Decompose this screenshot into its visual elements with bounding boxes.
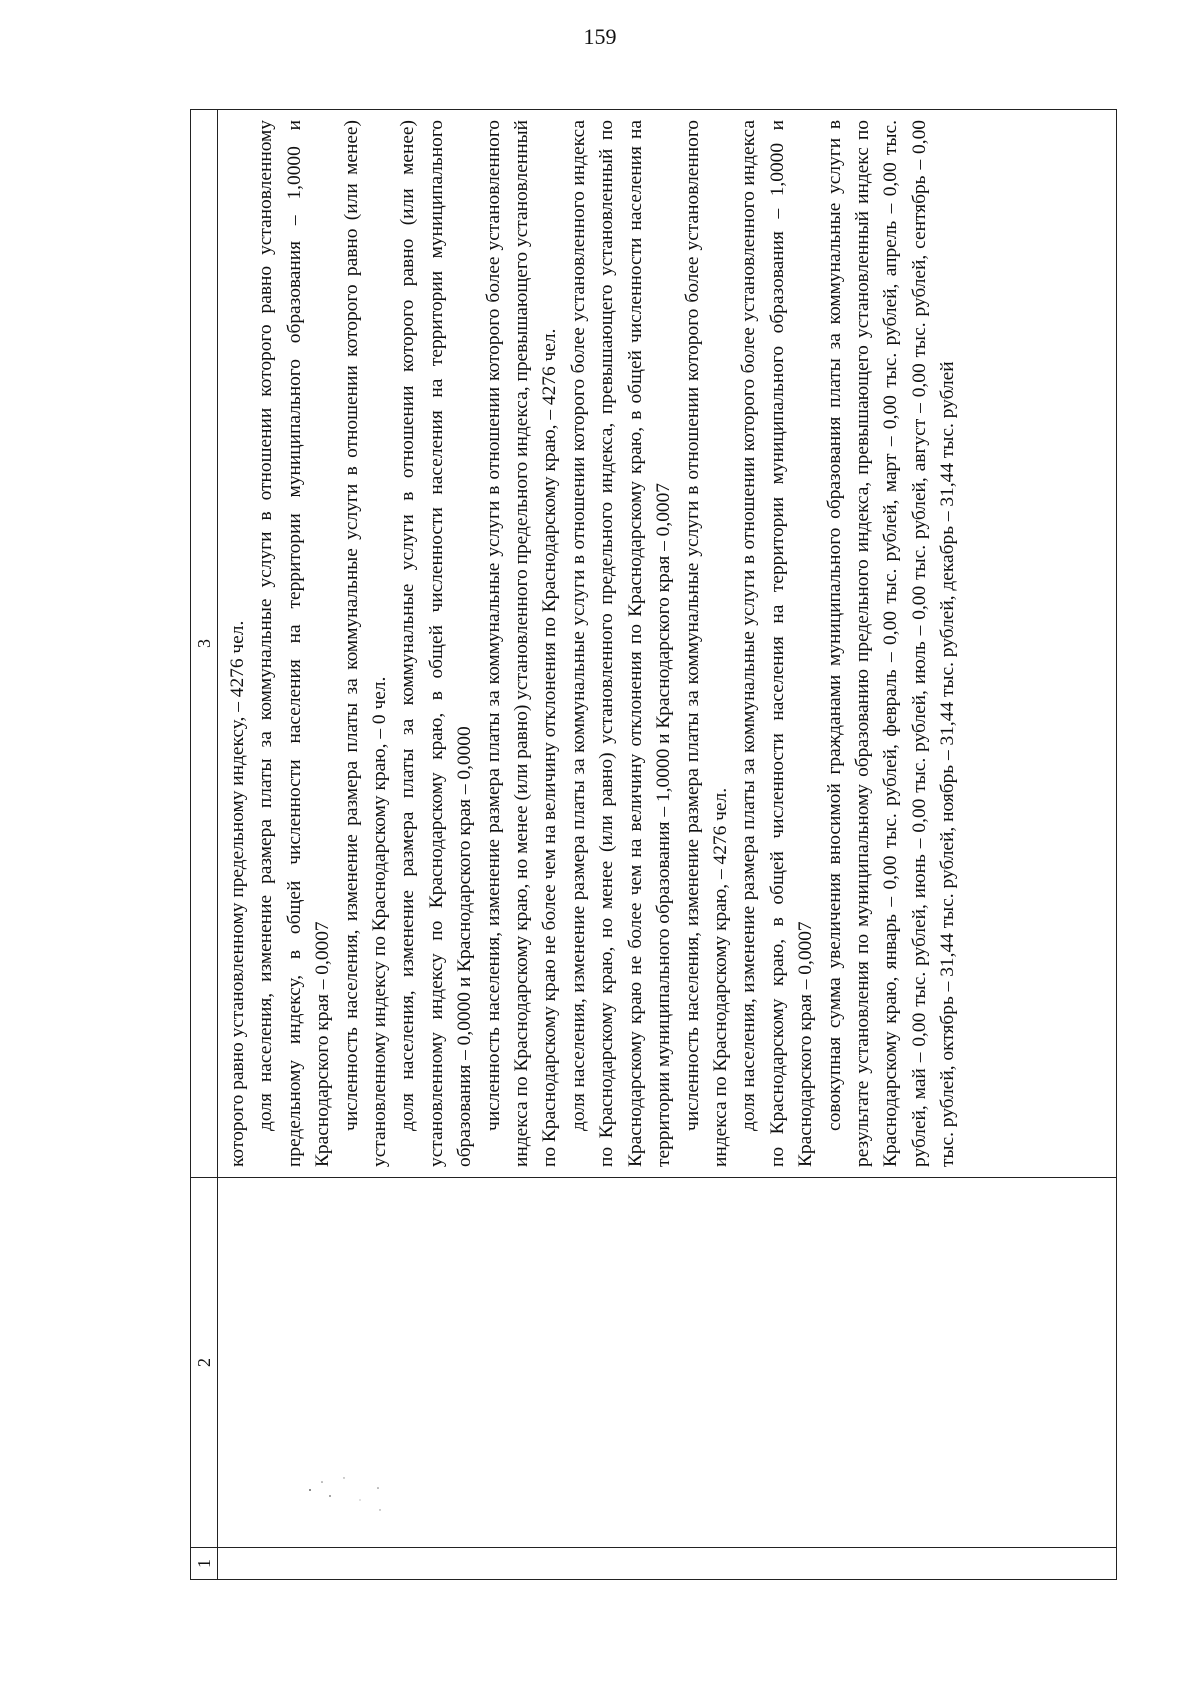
header-cell-1: 1 — [191, 1548, 218, 1580]
page-number: 159 — [583, 24, 617, 49]
cell-column-3 — [218, 110, 1117, 1178]
paragraph: совокупная сумма увеличения вносимой гражданами муниципального образования платы за коммунальные услуги в результате установления по муниципальному образованию предельного индекса, превышающего установленный индекс по Краснодарскому краю, январь – 0,00 тыс. рублей, февраль – 0,00 тыс. рублей, март – 0,00 тыс. рублей, апрель – 0,00 тыс. рублей, май – 0,00 тыс. рублей, июнь – 0,00 тыс. рублей, июль – 0,00 тыс. рублей, август – 0,00 тыс. рублей, сентябрь – 0,00 тыс. рублей, октябрь – 31,44 тыс. рублей, ноябрь – 31,44 тыс. рублей, декабрь – 31,44 тыс. рублей — [823, 120, 959, 1167]
document-table — [190, 109, 1117, 1580]
paragraph: которого равно установленному предельному индексу, – 4276 чел. — [227, 620, 248, 1167]
paragraph: доля населения, изменение размера платы за коммунальные услуги в отношении которого более установленного индекса по Краснодарскому краю, но менее (или равно) установленного предельного индекса, превышающего установленный по Краснодарскому краю не более чем на величину отклонения по Краснодарскому краю, в общей численности населения на территории муниципального образования – 1,0000 и Краснодарского края – 0,0007 — [567, 120, 675, 1167]
paragraph: доля населения, изменение размера платы за коммунальные услуги в отношении которого равно (или менее) установленному индексу по Краснодарскому краю, в общей численности населения на территории муниципального образования – 0,0000 и Краснодарского края – 0,0000 — [397, 120, 476, 1167]
cell-column-3-text — [218, 110, 963, 1177]
paragraph: численность населения, изменение размера платы за коммунальные услуги в отношении которого более установленного индекса по Краснодарскому краю, но менее (или равно) установленного предельного индекса, превышающего установленный по Краснодарскому краю не более чем на величину отклонения по Краснодарскому краю, – 4276 чел. — [482, 120, 561, 1167]
table-row — [218, 110, 1117, 1580]
cell-column-1 — [218, 1548, 1117, 1580]
rotated-table-container — [190, 110, 1117, 1580]
paragraph: численность населения, изменение размера платы за коммунальные услуги в отношении которого равно (или менее) установленному индексу по Краснодарскому краю, – 0 чел. — [340, 120, 391, 1167]
header-cell-3: 3 — [191, 110, 218, 1178]
paragraph: доля населения, изменение размера платы за коммунальные услуги в отношении которого более установленного индекса по Краснодарскому краю, в общей численности населения на территории муниципального образования – 1,0000 и Краснодарского края – 0,0007 — [738, 120, 817, 1167]
paragraph: доля населения, изменение размера платы за коммунальные услуги в отношении которого равно установленному предельному индексу, в общей численности населения на территории муниципального образования – 1,0000 и Краснодарского края – 0,0007 — [255, 120, 334, 1167]
header-cell-2: 2 — [191, 1178, 218, 1548]
paragraph: численность населения, изменение размера платы за коммунальные услуги в отношении которого более установленного индекса по Краснодарскому краю, – 4276 чел. — [681, 120, 731, 1167]
scan-speck-marks — [300, 1470, 420, 1530]
table-header-row — [191, 110, 218, 1580]
